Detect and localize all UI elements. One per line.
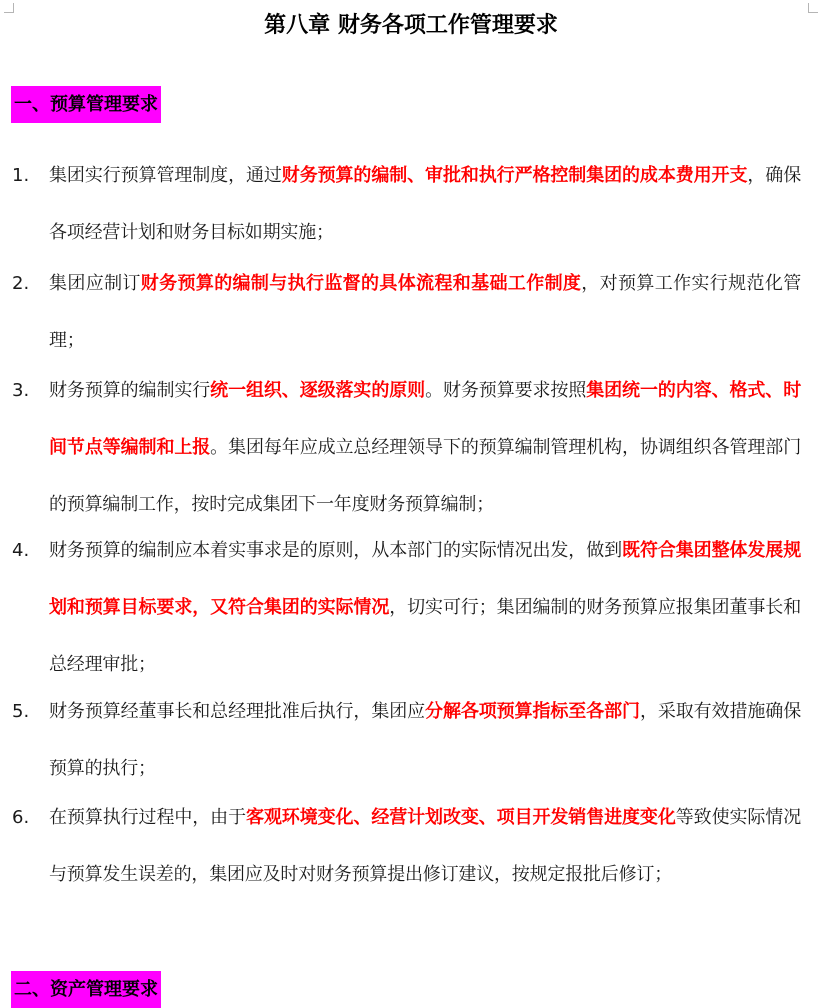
body-text: 财务预算经董事长和总经理批准后执行，集团应: [49, 701, 426, 722]
item-text: [49, 362, 801, 533]
item-number: 3.: [12, 380, 30, 401]
chapter-title: 第八章 财务各项工作管理要求: [264, 13, 558, 38]
item-text: [49, 147, 801, 261]
item-number: 2.: [12, 273, 30, 294]
item-text: [49, 789, 801, 903]
body-text: 财务预算的编制应本着实事求是的原则，从本部门的实际情况出发，做到: [49, 540, 623, 561]
body-text: 集团实行预算管理制度，通过: [49, 165, 282, 186]
body-text: 集团应制订: [49, 273, 141, 294]
body-text: 在预算执行过程中，由于: [49, 807, 246, 828]
highlighted-text: 财务预算的编制与执行监督的具体流程和基础工作制度: [140, 273, 582, 294]
highlighted-text: 客观环境变化、经营计划改变、项目开发销售进度变化: [245, 807, 676, 828]
body-text: ，切实可行；集团编制的财务预算应报集团董事长和总经理审批；: [49, 597, 801, 675]
highlighted-text: 财务预算的编制、审批和执行严格控制集团的成本费用开支: [281, 165, 748, 186]
item-text: [49, 522, 801, 693]
item-text: [49, 683, 801, 797]
section-heading-budget: 一、预算管理要求: [11, 86, 161, 123]
body-text: ，确保各项经营计划和财务目标如期实施；: [49, 165, 801, 243]
highlighted-text: 分解各项预算指标至各部门: [425, 701, 640, 722]
highlighted-text: 统一组织、逐级落实的原则: [210, 380, 426, 401]
body-text: ，采取有效措施确保预算的执行；: [49, 701, 801, 779]
body-text: ，对预算工作实行规范化管理；: [49, 273, 801, 351]
body-text: 。财务预算要求按照: [425, 380, 587, 401]
item-number: 5.: [12, 701, 30, 722]
item-number: 6.: [12, 807, 30, 828]
highlighted-text: 既符合集团整体发展规划和预算目标要求，又符合集团的实际情况: [49, 540, 801, 618]
item-number: 1.: [12, 165, 30, 186]
item-number: 4.: [12, 540, 30, 561]
body-text: 财务预算的编制实行: [49, 380, 211, 401]
body-text: 等致使实际情况与预算发生误差的，集团应及时对财务预算提出修订建议，按规定报批后修订；: [49, 807, 801, 885]
section-heading-assets: 二、资产管理要求: [11, 971, 161, 1008]
highlighted-text: 集团统一的内容、格式、时间节点等编制和上报: [49, 380, 802, 458]
item-text: [49, 255, 801, 369]
body-text: 。集团每年应成立总经理领导下的预算编制管理机构，协调组织各管理部门的预算编制工作，按时完成集团下一年度财务预算编制；: [49, 437, 801, 515]
